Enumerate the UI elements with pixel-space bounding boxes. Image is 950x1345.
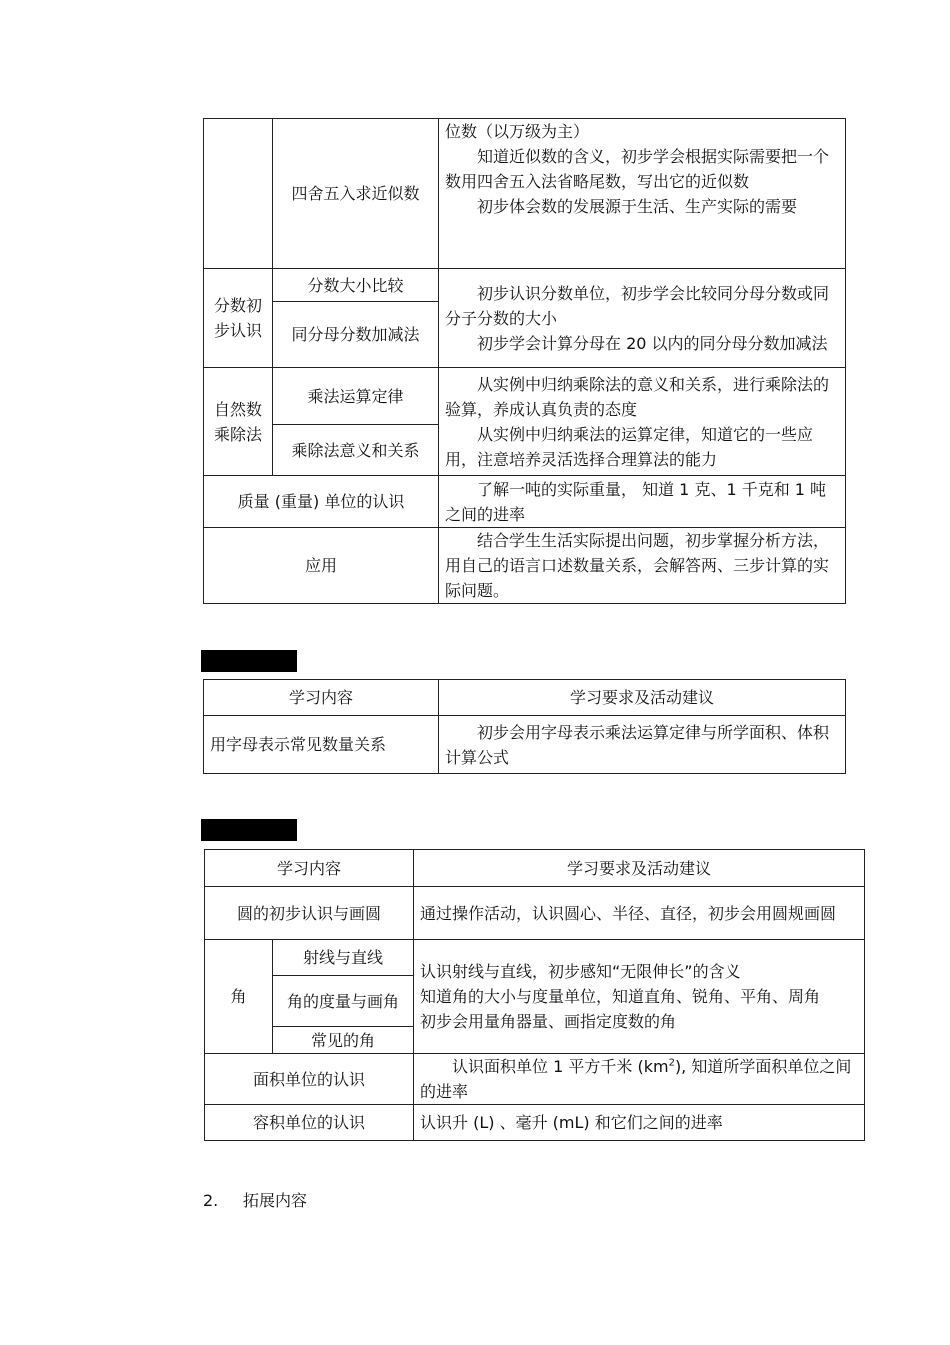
requirement-volume-units: 认识升 (L) 、毫升 (mL) 和它们之间的进率 [414, 1105, 865, 1141]
requirement-line: 初步学会计算分母在 20 以内的同分母分数加减法 [477, 333, 828, 353]
topic-mass-units: 质量 (重量) 单位的认识 [204, 476, 439, 528]
curriculum-table-1 [203, 118, 846, 604]
requirement-line: 知道近似数的含义，初步学会根据实际需要把一个数用四舍五入法省略尾数，写出它的近似数 [445, 147, 830, 191]
requirement-line: 初步会用量角器量、画指定度数的角 [420, 1012, 677, 1031]
topic-mul-laws: 乘法运算定律 [273, 368, 439, 425]
requirement-letters-quantity: 初步会用字母表示乘法运算定律与所学面积、体积计算公式 [439, 716, 846, 774]
section-number: 2. [203, 1191, 219, 1210]
redacted-heading-bar [201, 650, 297, 672]
requirement-line: 初步认识分数单位，初步学会比较同分母分数或同分子分数的大小 [445, 283, 830, 328]
topic-angle-measure: 角的度量与画角 [273, 976, 414, 1027]
section-heading [203, 1188, 307, 1211]
requirement-line: 知道角的大小与度量单位，知道直角、锐角、平角、周角 [420, 987, 821, 1006]
topic-letters-quantity: 用字母表示常见数量关系 [204, 716, 439, 774]
header-learning-requirements: 学习要求及活动建议 [414, 850, 865, 887]
requirement-line: 从实例中归纳乘法的运算定律，知道它的一些应用，注意培养灵活选择合理算法的能力 [445, 424, 814, 469]
requirement-line: 认识射线与直线，初步感知“无限伸长”的含义 [420, 962, 741, 981]
redacted-heading-bar [201, 819, 297, 841]
empty-group-cell [204, 119, 273, 269]
topic-circle: 圆的初步认识与画圆 [205, 887, 414, 940]
topic-volume-units: 容积单位的认识 [205, 1105, 414, 1141]
topic-mul-div-meaning: 乘除法意义和关系 [273, 425, 439, 476]
topic-application: 应用 [204, 528, 439, 604]
requirement-application: 结合学生生活实际提出问题，初步掌握分析方法，用自己的语言口述数量关系，会解答两、三步计算的实际问题。 [439, 528, 846, 604]
requirement-line: 初步体会数的发展源于生活、生产实际的需要 [477, 197, 798, 216]
header-learning-content: 学习内容 [205, 850, 414, 887]
requirement-angle [414, 940, 865, 1054]
curriculum-table-2 [203, 679, 846, 774]
topic-ray-line: 射线与直线 [273, 940, 414, 976]
topic-area-units: 面积单位的认识 [205, 1054, 414, 1105]
requirement-line: 从实例中归纳乘除法的意义和关系，进行乘除法的验算，养成认真负责的态度 [445, 374, 830, 419]
curriculum-table-3 [204, 849, 865, 1141]
area-req-text: ), 知道所学面积单位之间的进率 [420, 1057, 852, 1101]
requirement-line: 位数（以万级为主） [445, 122, 590, 141]
requirement-circle: 通过操作活动，认识圆心、半径、直径，初步会用圆规画圆 [414, 887, 865, 940]
header-learning-requirements: 学习要求及活动建议 [439, 680, 846, 716]
topic-rounding: 四舍五入求近似数 [273, 119, 439, 269]
topic-fraction-compare: 分数大小比较 [273, 269, 439, 302]
group-natural-mul-div: 自然数乘除法 [204, 368, 273, 476]
section-title: 拓展内容 [243, 1191, 308, 1210]
topic-common-angles: 常见的角 [273, 1027, 414, 1054]
topic-fraction-add-sub: 同分母分数加减法 [273, 302, 439, 368]
requirement-area-units [414, 1054, 865, 1105]
header-learning-content: 学习内容 [204, 680, 439, 716]
requirement-mul-div [439, 368, 846, 476]
group-fractions: 分数初步认识 [204, 269, 273, 368]
requirement-mass-units: 了解一吨的实际重量， 知道 1 克、1 千克和 1 吨之间的进率 [439, 476, 846, 528]
requirement-rounding [439, 119, 846, 269]
requirement-fractions [439, 269, 846, 368]
group-angle: 角 [205, 940, 273, 1054]
area-req-text: 认识面积单位 1 平方千米 (km [452, 1057, 669, 1076]
superscript-2: 2 [668, 1057, 675, 1069]
